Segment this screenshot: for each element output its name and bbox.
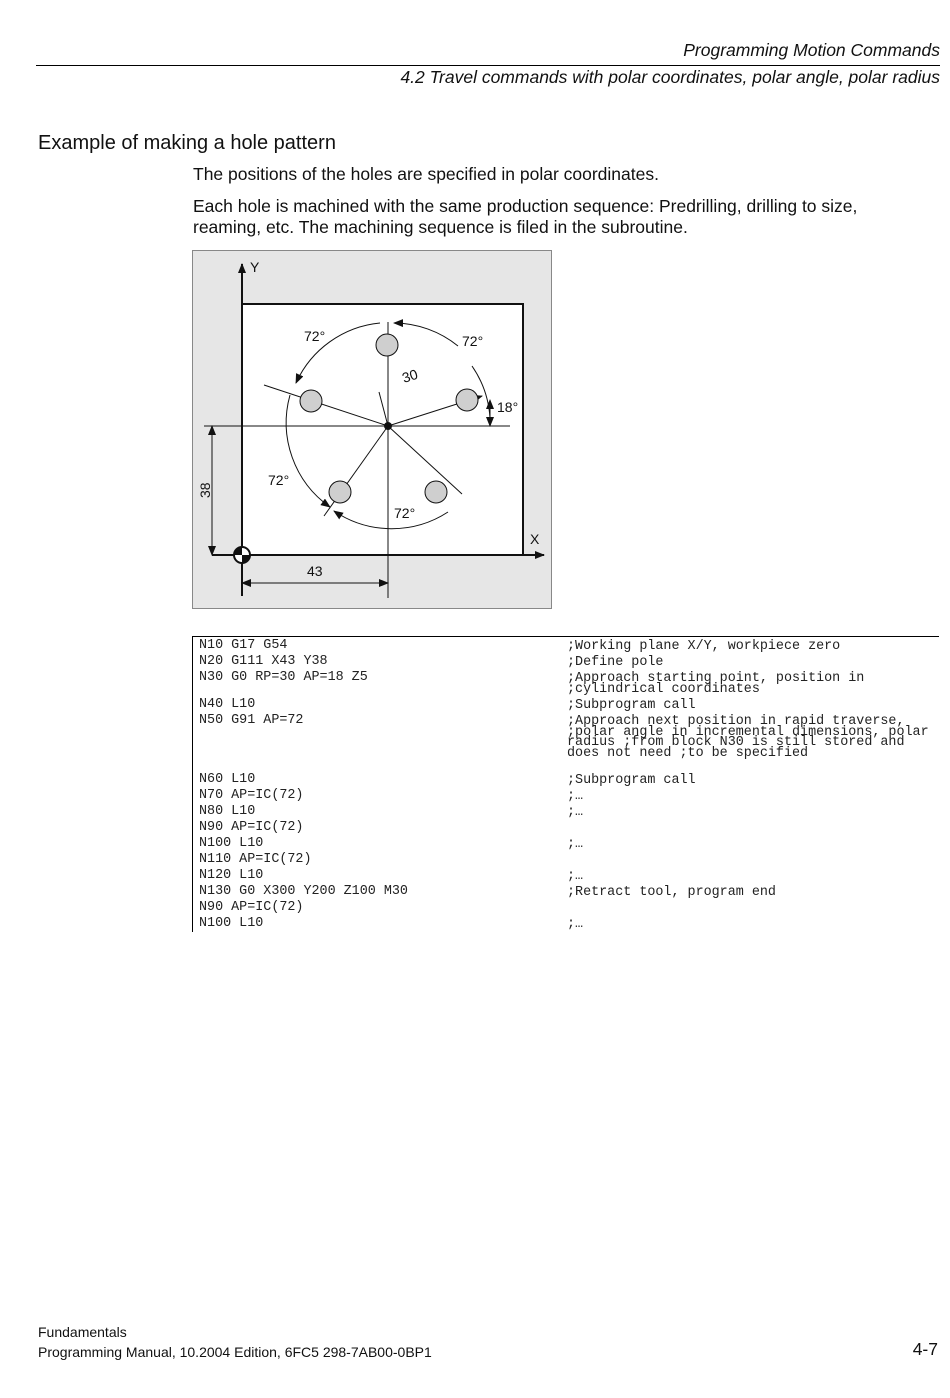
section-heading: Example of making a hole pattern bbox=[38, 132, 336, 154]
radius-30-label: 30 bbox=[399, 365, 420, 386]
program-command: N120 L10 bbox=[199, 868, 264, 883]
hole-5 bbox=[425, 481, 447, 503]
program-comment: ;Working plane X/Y, workpiece zero bbox=[567, 639, 841, 654]
program-command: N90 AP=IC(72) bbox=[199, 820, 304, 835]
angle-label-left: 72° bbox=[268, 472, 290, 488]
hole-2 bbox=[376, 334, 398, 356]
program-comment: ;Subprogram call bbox=[567, 698, 696, 713]
footer-edition: Programming Manual, 10.2004 Edition, 6FC5 298-7AB00-0BP1 bbox=[38, 1344, 432, 1360]
program-comment: ;Approach starting point, position in ;cylindrical coordinates bbox=[567, 671, 865, 697]
section-title: 4.2 Travel commands with polar coordinates, polar angle, polar radius bbox=[400, 67, 940, 87]
hole-pattern-figure bbox=[192, 250, 552, 609]
header-rule bbox=[36, 65, 940, 66]
program-command: N90 AP=IC(72) bbox=[199, 900, 304, 915]
program-command: N20 G111 X43 Y38 bbox=[199, 654, 328, 669]
paragraph-machining-sequence: Each hole is machined with the same production sequence: Predrilling, drilling to size, reaming, etc. The machining sequence is filed in the subroutine. bbox=[193, 196, 858, 237]
dimension-38-label: 38 bbox=[197, 482, 213, 498]
program-comment: ;Define pole bbox=[567, 655, 664, 670]
program-command: N100 L10 bbox=[199, 836, 264, 851]
program-command: N80 L10 bbox=[199, 804, 256, 819]
program-comment: ;Approach next position in rapid traverse, ;polar angle in incremental dimensions, polar radius ;from block N30 is still stored and does not need ;to be specified bbox=[567, 714, 929, 761]
workpiece-zero-icon bbox=[234, 547, 250, 563]
hole-1 bbox=[456, 389, 478, 411]
program-comment: ;Retract tool, program end bbox=[567, 885, 776, 900]
angle-label-upper-right: 72° bbox=[462, 333, 484, 349]
program-comment: ;… bbox=[567, 837, 584, 852]
program-comment: ;… bbox=[567, 805, 584, 820]
program-command: N10 G17 G54 bbox=[199, 638, 288, 653]
x-axis-label: X bbox=[530, 531, 540, 547]
angle-label-bottom: 72° bbox=[394, 505, 416, 521]
program-command: N100 L10 bbox=[199, 916, 264, 931]
program-command: N110 AP=IC(72) bbox=[199, 852, 312, 867]
hole-3 bbox=[300, 390, 322, 412]
program-listing bbox=[192, 636, 939, 932]
angle-label-upper-left: 72° bbox=[304, 328, 326, 344]
paragraph-polar-intro: The positions of the holes are specified in polar coordinates. bbox=[193, 164, 659, 184]
program-command: N40 L10 bbox=[199, 697, 256, 712]
program-command: N70 AP=IC(72) bbox=[199, 788, 304, 803]
program-command: N60 L10 bbox=[199, 772, 256, 787]
program-comment: ;Subprogram call bbox=[567, 773, 696, 788]
page-number: 4-7 bbox=[912, 1339, 938, 1359]
program-comment: ;… bbox=[567, 917, 584, 932]
program-command: N50 G91 AP=72 bbox=[199, 713, 304, 728]
angle-18-label: 18° bbox=[497, 399, 519, 415]
y-axis-label: Y bbox=[250, 259, 260, 275]
hole-4 bbox=[329, 481, 351, 503]
program-command: N130 G0 X300 Y200 Z100 M30 bbox=[199, 884, 408, 899]
chapter-title: Programming Motion Commands bbox=[683, 40, 940, 60]
dimension-43-label: 43 bbox=[307, 563, 323, 579]
program-comment: ;… bbox=[567, 789, 584, 804]
program-command: N30 G0 RP=30 AP=18 Z5 bbox=[199, 670, 368, 685]
footer-book-title: Fundamentals bbox=[38, 1324, 127, 1340]
program-comment: ;… bbox=[567, 869, 584, 884]
